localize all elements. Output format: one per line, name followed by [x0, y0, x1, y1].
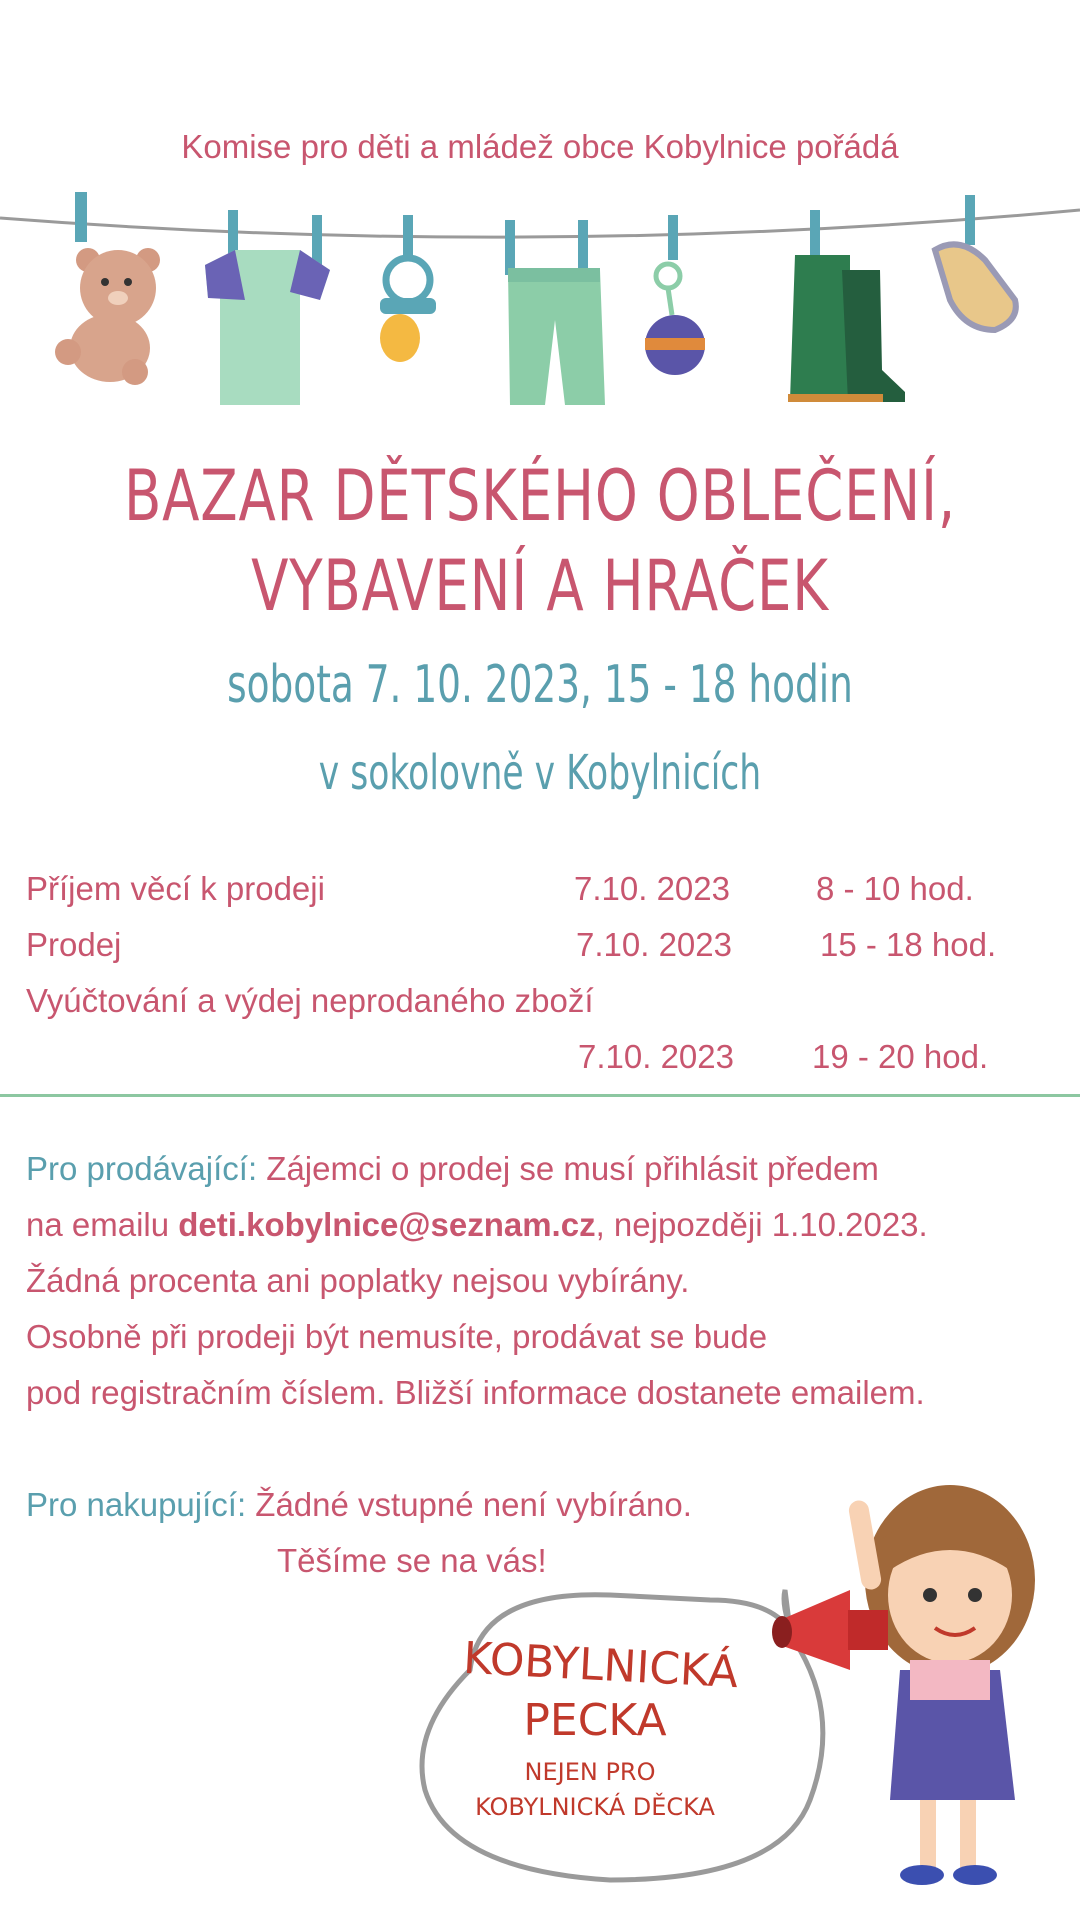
schedule-date: 7.10. 2023 — [574, 870, 730, 907]
sellers-line-3: Žádná procenta ani poplatky nejsou vybírány. — [26, 1262, 690, 1299]
sellers-heading: Pro prodávající: — [26, 1150, 258, 1187]
event-place-line: v sokolovně v Kobylnicích — [318, 745, 762, 801]
sellers-line-4: Osobně při prodeji být nemusíte, prodávat se bude — [26, 1318, 768, 1355]
buyers-line-2: Těšíme se na vás! — [277, 1542, 547, 1579]
rubber-boots-icon — [788, 210, 905, 402]
bubble-line-3: NEJEN PRO — [524, 1758, 656, 1786]
sellers-line-5: pod registračním číslem. Bližší informace dostanete emailem. — [26, 1374, 925, 1411]
sellers-line-1 — [26, 1150, 879, 1188]
sellers-text: Zájemci o prodej se musí přihlásit předem — [257, 1150, 879, 1187]
rattle-ball-icon — [645, 215, 705, 375]
bubble-line-2: PECKA — [523, 1695, 667, 1746]
bubble-line-1: KOBYLNICKÁ — [462, 1632, 740, 1699]
buyers-line-1 — [26, 1486, 692, 1524]
sellers-text: , nejpozději 1.10.2023. — [595, 1206, 928, 1243]
sellers-text: na emailu — [26, 1206, 179, 1243]
schedule-date: 7.10. 2023 — [578, 1038, 734, 1075]
schedule-date: 7.10. 2023 — [576, 926, 732, 963]
clothesline-illustration — [0, 180, 1080, 420]
teddy-bear-icon — [55, 192, 160, 385]
title-line-1: BAZAR DĚTSKÉHO OBLEČENÍ, — [123, 455, 957, 537]
schedule-label: Vyúčtování a výdej neprodaného zboží — [26, 982, 594, 1019]
clothesline-icon — [0, 210, 1080, 237]
organizer-line: Komise pro děti a mládež obce Kobylnice pořádá — [181, 128, 899, 165]
girl-icon — [847, 1485, 1035, 1885]
trousers-icon — [505, 220, 605, 405]
schedule-label: Příjem věcí k prodeji — [26, 870, 325, 907]
schedule-time: 19 - 20 hod. — [812, 1038, 989, 1075]
email-link[interactable]: deti.kobylnice@seznam.cz — [178, 1206, 596, 1243]
sellers-line-2 — [26, 1206, 928, 1244]
event-date-line: sobota 7. 10. 2023, 15 - 18 hodin — [227, 655, 853, 715]
schedule-time: 8 - 10 hod. — [816, 870, 974, 907]
schedule-time: 15 - 18 hod. — [820, 926, 997, 963]
schedule-label: Prodej — [26, 926, 122, 963]
divider — [0, 1094, 1080, 1097]
girl-with-megaphone-illustration — [770, 1470, 1070, 1910]
title-line-2: VYBAVENÍ A HRAČEK — [251, 545, 829, 627]
romper-icon — [205, 210, 330, 405]
buyers-text: Žádné vstupné není vybíráno. — [246, 1486, 692, 1523]
buyers-heading: Pro nakupující: — [26, 1486, 247, 1523]
bubble-line-4: KOBYLNICKÁ DĚCKA — [475, 1793, 715, 1821]
